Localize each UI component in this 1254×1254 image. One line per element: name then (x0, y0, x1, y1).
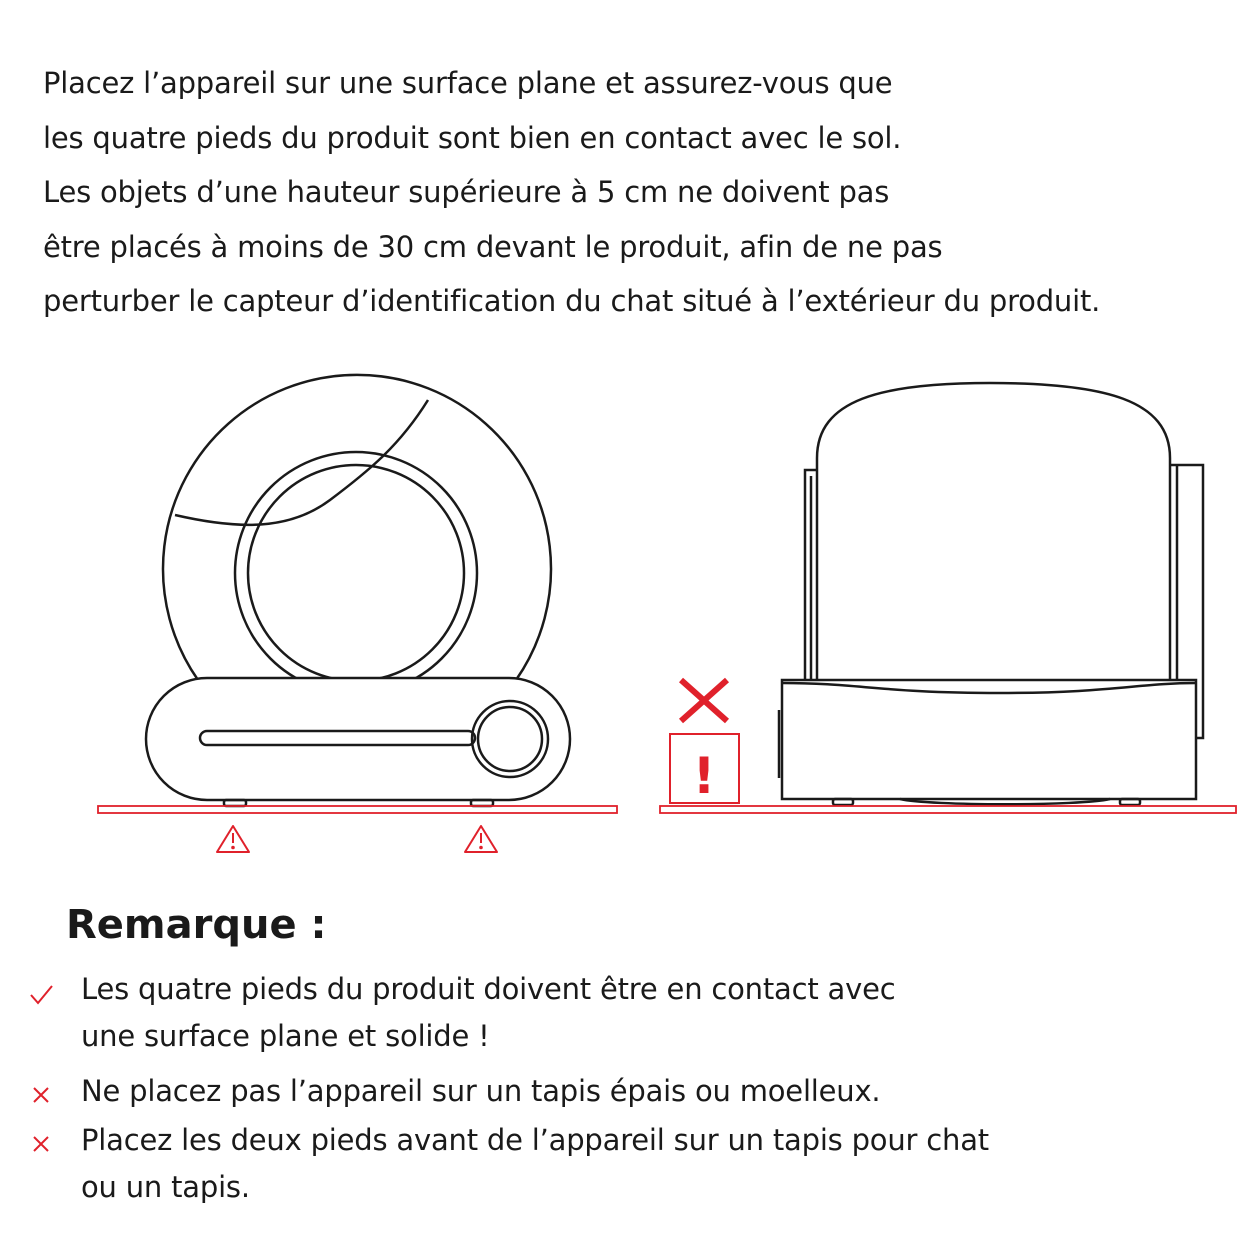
exclamation-icon: ! (692, 747, 716, 805)
intro-paragraph (43, 56, 1233, 329)
cross-icon (28, 1131, 54, 1157)
product-front-view (146, 375, 570, 806)
product-shell (163, 375, 551, 680)
front-foot (471, 800, 493, 806)
shell-top-panel-seam (175, 400, 428, 525)
product-entrance-ring (235, 452, 477, 694)
floor-line (660, 806, 1236, 813)
cross-icon (28, 1082, 54, 1108)
side-dome (817, 383, 1170, 680)
front-foot (224, 800, 246, 806)
warning-triangle-icon (217, 826, 249, 852)
intro-line: Les objets d’une hauteur supérieure à 5 cm ne doivent pas (43, 175, 890, 209)
product-side-view (779, 383, 1203, 805)
remark-item (0, 1068, 1254, 1115)
warning-triangle-icon (465, 826, 497, 852)
remark-item-line: Placez les deux pieds avant de l’appareil sur un tapis pour chat (81, 1123, 989, 1157)
intro-line: les quatre pieds du produit sont bien en contact avec le sol. (43, 120, 902, 155)
remark-item-line: Les quatre pieds du produit doivent être en contact avec (81, 972, 896, 1006)
intro-line: être placés à moins de 30 cm devant le produit, afin de ne pas (43, 229, 943, 264)
side-foot (1120, 799, 1140, 805)
side-base (782, 680, 1196, 799)
placement-illustration (0, 360, 1254, 880)
remark-title: Remarque : (66, 902, 327, 948)
product-base (146, 678, 570, 800)
remark-item-line: ou un tapis. (81, 1170, 250, 1204)
remark-list (0, 966, 1254, 1211)
product-entrance-opening (248, 465, 464, 681)
cross-icon (681, 680, 727, 721)
remark-item-line: Ne placez pas l’appareil sur un tapis épais ou moelleux. (81, 1074, 881, 1108)
side-foot (833, 799, 853, 805)
remark-item (0, 966, 1254, 1060)
remark-item (0, 1117, 1254, 1211)
remark-item-line: une surface plane et solide ! (81, 1019, 490, 1053)
intro-line: Placez l’appareil sur une surface plane et assurez-vous que (43, 66, 893, 100)
intro-line: perturber le capteur d’identification du chat situé à l’extérieur du produit. (43, 284, 1101, 318)
floor-line (98, 806, 617, 813)
check-icon (28, 982, 54, 1008)
